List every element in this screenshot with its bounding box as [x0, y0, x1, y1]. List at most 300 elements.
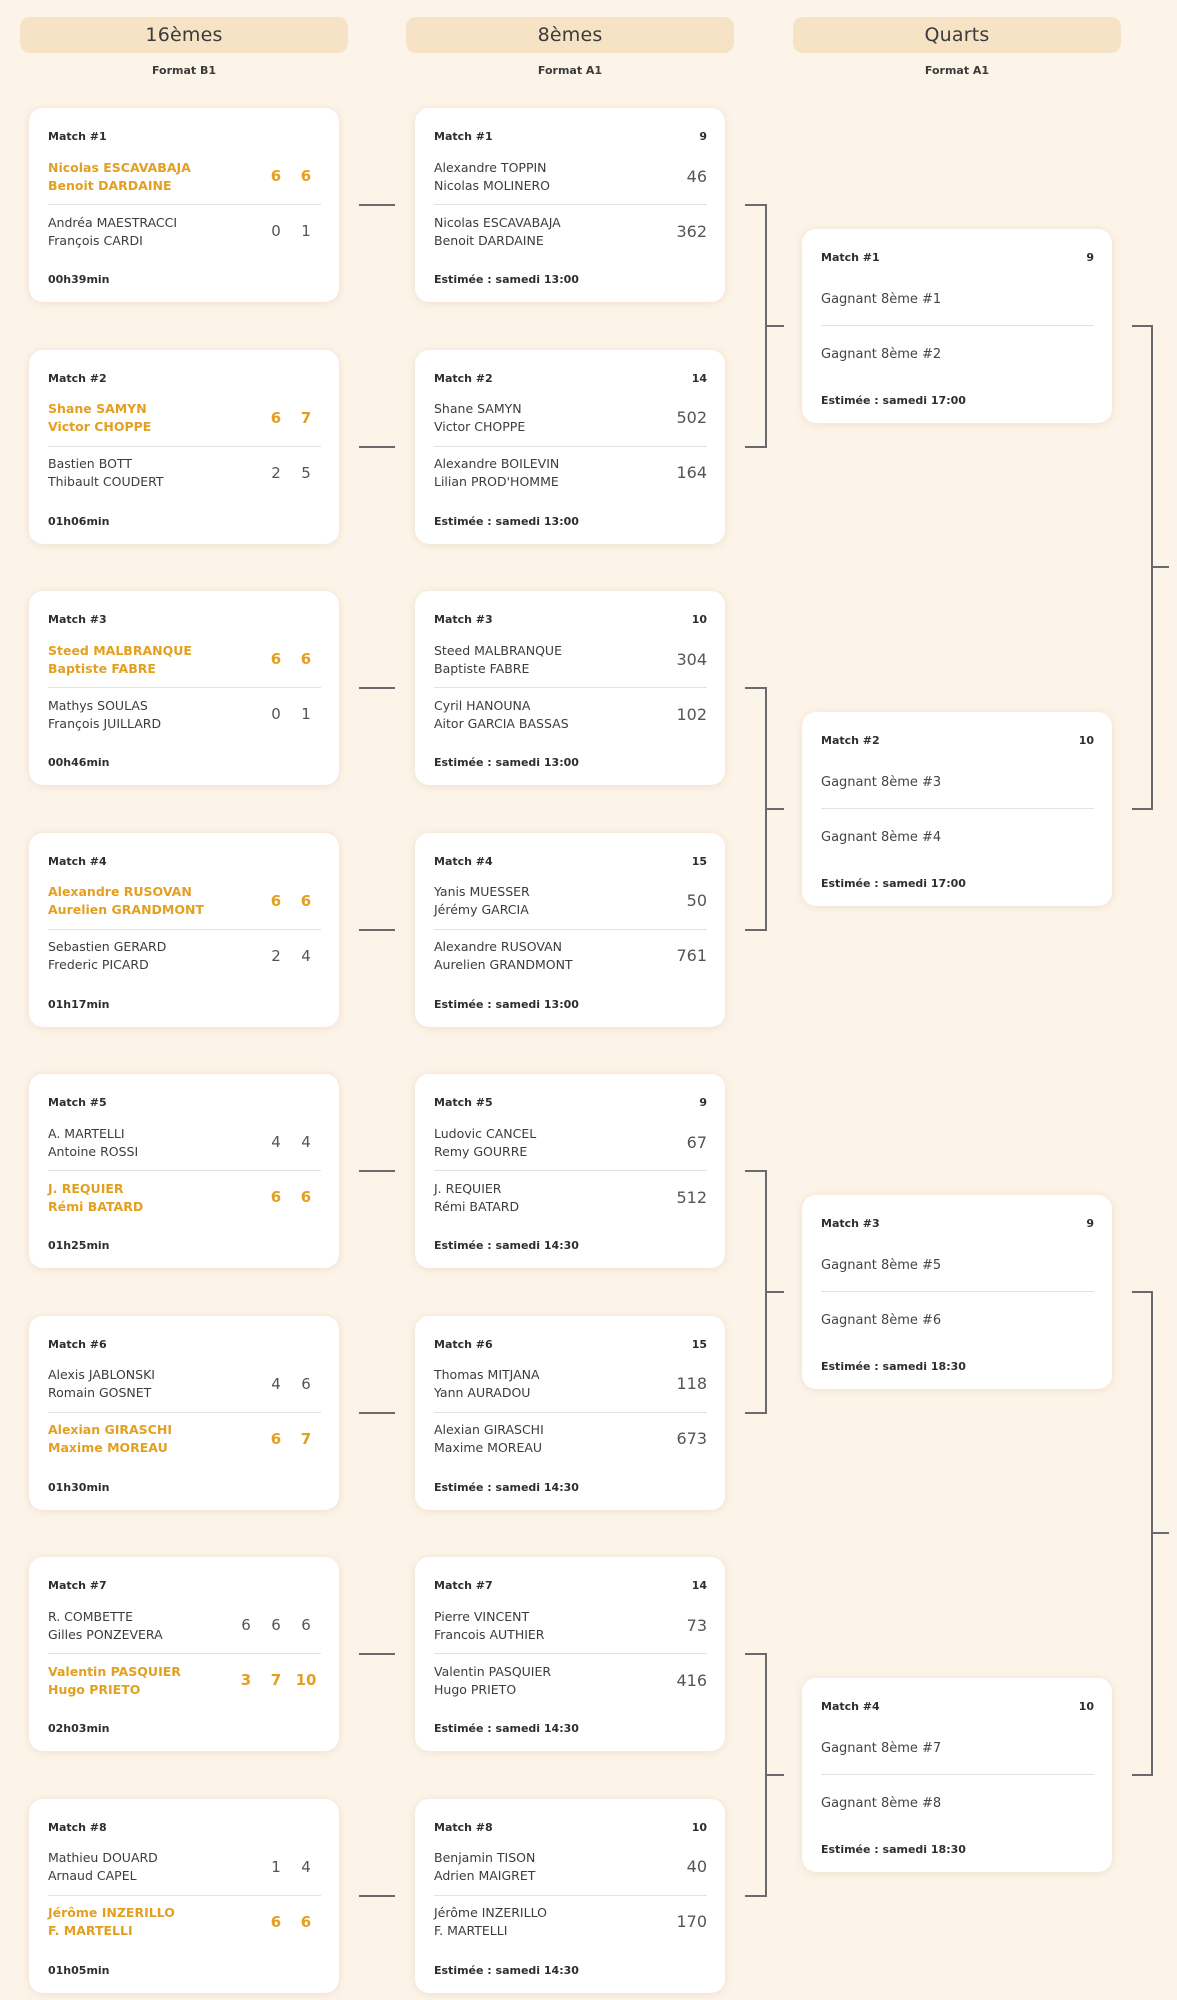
set-score: 6 — [270, 408, 282, 427]
player-name: Thibault COUDERT — [48, 474, 164, 489]
player-name: Nicolas MOLINERO — [434, 177, 551, 193]
team-names — [434, 697, 569, 732]
team-row — [434, 213, 707, 249]
player-name: Benoit DARDAINE — [48, 177, 172, 193]
team-names — [48, 455, 164, 490]
team-divider — [821, 1774, 1094, 1775]
winner-slot: Gagnant 8ème #3 — [821, 774, 942, 790]
match-card-quarts[interactable] — [802, 1678, 1112, 1872]
player-name: Valentin PASQUIER — [48, 1663, 181, 1679]
set-score: 0 — [271, 705, 281, 723]
team-divider — [434, 1895, 707, 1896]
team-names — [434, 1366, 540, 1401]
team-points — [676, 946, 707, 965]
player-name: Aurelien GRANDMONT — [434, 957, 573, 972]
set-scores — [261, 1430, 321, 1448]
player-name: Nicolas ESCAVABAJA — [48, 159, 191, 175]
column-header-8emes: 8èmes — [406, 17, 734, 53]
match-code: 10 — [691, 613, 707, 626]
set-score: 6 — [300, 1188, 312, 1206]
team-row — [434, 1662, 707, 1698]
match-card-16emes[interactable] — [29, 108, 339, 302]
set-score: 6 — [300, 891, 312, 910]
team-points — [676, 650, 707, 669]
team-names — [434, 1849, 535, 1884]
team-names — [434, 400, 525, 435]
player-name: Cyril HANOUNA — [434, 697, 531, 713]
team-points — [687, 1133, 707, 1152]
match-header — [48, 1096, 321, 1109]
team-points-value: 304 — [676, 649, 707, 669]
team-names — [48, 1663, 181, 1698]
team-divider — [48, 1170, 321, 1171]
team-points — [687, 891, 707, 910]
connector-16-8 — [359, 1653, 395, 1655]
winner-slot: Gagnant 8ème #6 — [821, 1312, 942, 1328]
player-name: Hugo PRIETO — [434, 1681, 517, 1697]
team-names — [48, 1180, 143, 1215]
team-row — [48, 213, 321, 249]
player-name: Romain GOSNET — [48, 1385, 152, 1400]
match-code: 15 — [691, 854, 707, 868]
player-name: Jérôme INZERILLO — [434, 1905, 547, 1920]
connector-16-8 — [359, 1895, 395, 1897]
team-points-value: 673 — [676, 1429, 707, 1448]
match-title: Match #2 — [48, 371, 107, 385]
team-row — [434, 1124, 707, 1160]
match-estimate: Estimée : samedi 13:00 — [434, 514, 579, 528]
set-scores — [261, 1913, 321, 1931]
match-duration: 02h03min — [48, 1722, 110, 1735]
match-duration: 01h06min — [48, 514, 110, 528]
connector-8-quarts-top — [745, 204, 766, 206]
player-name: François CARDI — [48, 232, 143, 248]
set-scores — [261, 409, 321, 427]
match-card-16emes[interactable] — [29, 1557, 339, 1751]
team-row — [434, 1849, 707, 1885]
match-estimate: Estimée : samedi 14:30 — [434, 1480, 579, 1494]
player-name: Aurelien GRANDMONT — [48, 902, 204, 917]
player-name: Mathieu DOUARD — [48, 1850, 158, 1865]
team-names — [434, 1180, 519, 1215]
set-score: 3 — [240, 1671, 252, 1689]
set-score: 1 — [271, 1857, 281, 1876]
match-card-8emes[interactable] — [415, 833, 725, 1027]
set-scores — [231, 1671, 321, 1689]
match-header — [821, 1700, 1094, 1713]
winner-slot: Gagnant 8ème #8 — [821, 1795, 942, 1811]
team-names — [48, 1421, 172, 1456]
match-estimate: Estimée : samedi 18:30 — [821, 1842, 966, 1856]
team-divider — [48, 446, 321, 447]
set-score: 7 — [270, 1671, 282, 1689]
match-card-quarts[interactable] — [802, 1195, 1112, 1389]
match-estimate: Estimée : samedi 18:30 — [821, 1359, 966, 1373]
match-header — [434, 1096, 707, 1109]
team-row — [48, 1607, 321, 1643]
team-row — [48, 1366, 321, 1402]
match-title: Match #1 — [434, 130, 493, 143]
player-name: Aitor GARCIA BASSAS — [434, 715, 569, 731]
connector-8-quarts-top — [745, 687, 766, 689]
connector-8-quarts-top — [745, 1653, 766, 1655]
match-header — [48, 613, 321, 626]
team-row — [48, 158, 321, 194]
player-name: Shane SAMYN — [434, 401, 522, 416]
team-points — [676, 1429, 707, 1448]
connector-16-8 — [359, 929, 395, 931]
match-title: Match #6 — [48, 1337, 107, 1351]
match-title: Match #3 — [434, 613, 493, 626]
set-scores — [261, 1858, 321, 1876]
player-name: Alexandre BOILEVIN — [434, 456, 560, 471]
team-points-value: 50 — [686, 891, 707, 910]
player-name: François JUILLARD — [48, 715, 162, 731]
match-code: 14 — [691, 371, 707, 385]
winner-slot: Gagnant 8ème #7 — [821, 1740, 942, 1756]
match-header — [434, 613, 707, 626]
set-score: 1 — [301, 222, 311, 240]
match-card-8emes[interactable] — [415, 1316, 725, 1510]
player-name: Remy GOURRE — [434, 1143, 528, 1159]
set-scores — [261, 1188, 321, 1206]
match-header — [48, 130, 321, 143]
team-points — [687, 167, 707, 186]
player-name: Valentin PASQUIER — [434, 1663, 552, 1679]
team-names — [48, 159, 191, 194]
player-name: Thomas MITJANA — [434, 1367, 540, 1382]
team-row — [434, 400, 707, 436]
match-card-16emes[interactable] — [29, 1799, 339, 1993]
player-name: Victor CHOPPE — [434, 419, 526, 434]
match-estimate: Estimée : samedi 17:00 — [821, 876, 966, 890]
team-points-value: 40 — [686, 1857, 707, 1876]
team-divider — [821, 808, 1094, 809]
match-duration: 00h39min — [48, 273, 110, 286]
match-card-8emes[interactable] — [415, 1799, 725, 1993]
team-row — [434, 938, 707, 974]
team-row — [48, 938, 321, 974]
match-title: Match #3 — [821, 1216, 880, 1230]
team-row — [434, 1421, 707, 1457]
player-name: F. MARTELLI — [434, 1923, 508, 1938]
team-points — [676, 1374, 707, 1393]
match-duration: 01h05min — [48, 1963, 110, 1977]
player-name: Alexian GIRASCHI — [434, 1422, 544, 1437]
team-row — [434, 1366, 707, 1402]
match-title: Match #3 — [48, 613, 107, 626]
player-name: Lilian PROD'HOMME — [434, 474, 559, 489]
player-name: Sebastien GERARD — [48, 939, 167, 954]
match-duration: 01h17min — [48, 997, 110, 1011]
match-title: Match #1 — [48, 130, 107, 143]
team-points-value: 761 — [676, 946, 707, 965]
player-name: Ludovic CANCEL — [434, 1125, 537, 1141]
match-card-16emes[interactable] — [29, 591, 339, 785]
player-name: Antoine ROSSI — [48, 1143, 139, 1159]
player-name: J. REQUIER — [434, 1180, 502, 1196]
team-names — [48, 1904, 175, 1939]
team-row — [434, 641, 707, 677]
team-points-value: 73 — [686, 1615, 707, 1635]
match-card-8emes[interactable] — [415, 591, 725, 785]
set-score: 2 — [271, 463, 281, 482]
set-scores — [261, 464, 321, 482]
team-points-value: 67 — [686, 1132, 707, 1152]
player-name: Alexandre RUSOVAN — [434, 939, 562, 954]
player-name: Jérémy GARCIA — [434, 902, 529, 917]
winner-slot: Gagnant 8ème #4 — [821, 829, 942, 845]
set-score: 4 — [301, 1857, 311, 1876]
player-name: Frederic PICARD — [48, 957, 149, 972]
set-score: 6 — [241, 1616, 251, 1634]
player-name: Alexandre RUSOVAN — [48, 884, 192, 899]
match-card-16emes[interactable] — [29, 350, 339, 544]
set-score: 6 — [301, 1374, 311, 1393]
match-header — [434, 372, 707, 385]
team-names — [434, 1663, 551, 1698]
connector-8-quarts-bottom — [745, 929, 766, 931]
match-estimate: Estimée : samedi 14:30 — [434, 1963, 579, 1977]
team-divider — [434, 1412, 707, 1413]
player-name: Alexandre TOPPIN — [434, 159, 547, 175]
match-title: Match #8 — [434, 1820, 493, 1834]
team-row — [434, 1607, 707, 1643]
team-divider — [48, 1895, 321, 1896]
player-name: A. MARTELLI — [48, 1125, 125, 1141]
match-duration: 01h25min — [48, 1239, 110, 1252]
team-names — [48, 400, 151, 435]
set-score: 6 — [270, 650, 282, 668]
set-score: 6 — [301, 1616, 311, 1634]
match-estimate: Estimée : samedi 13:00 — [434, 273, 579, 286]
team-points-value: 118 — [676, 1374, 707, 1393]
team-points — [676, 1912, 707, 1931]
team-names — [434, 883, 530, 918]
match-card-8emes[interactable] — [415, 1557, 725, 1751]
team-names — [434, 455, 559, 490]
connector-8-quarts-stub — [765, 1774, 784, 1776]
player-name: J. REQUIER — [48, 1180, 124, 1196]
set-scores — [261, 947, 321, 965]
team-names — [434, 642, 562, 677]
connector-8-quarts-stub — [765, 808, 784, 810]
team-names — [48, 1849, 158, 1884]
match-code: 10 — [691, 1820, 707, 1834]
set-score: 4 — [301, 1133, 311, 1151]
team-row — [48, 1124, 321, 1160]
team-row — [434, 696, 707, 732]
player-name: Pierre VINCENT — [434, 1608, 530, 1624]
match-card-16emes[interactable] — [29, 1316, 339, 1510]
match-header — [434, 1821, 707, 1834]
match-code: 15 — [691, 1337, 707, 1351]
set-score: 10 — [295, 1671, 317, 1689]
team-names — [48, 1366, 155, 1401]
set-scores — [261, 650, 321, 668]
set-score: 6 — [270, 891, 282, 910]
match-header — [48, 855, 321, 868]
match-title: Match #4 — [48, 854, 107, 868]
team-row — [48, 1904, 321, 1940]
team-points — [687, 1616, 707, 1635]
team-points-value: 46 — [686, 166, 707, 186]
team-row — [48, 1179, 321, 1215]
player-name: Bastien BOTT — [48, 456, 132, 471]
match-card-16emes[interactable] — [29, 1074, 339, 1268]
set-score: 0 — [271, 222, 281, 240]
player-name: Yann AURADOU — [434, 1385, 531, 1400]
set-score: 6 — [300, 1912, 312, 1931]
team-row — [48, 1849, 321, 1885]
team-points — [676, 1188, 707, 1207]
player-name: Benjamin TISON — [434, 1850, 536, 1865]
column-format-16emes: Format B1 — [151, 64, 217, 77]
player-name: Maxime MOREAU — [48, 1440, 168, 1455]
player-name: Arnaud CAPEL — [48, 1868, 137, 1883]
set-scores — [261, 892, 321, 910]
match-estimate: Estimée : samedi 14:30 — [434, 1722, 579, 1735]
match-code: 10 — [1078, 733, 1094, 747]
connector-8-quarts-bottom — [745, 446, 766, 448]
connector-16-8 — [359, 1170, 395, 1172]
team-names — [48, 1608, 163, 1643]
set-scores — [261, 1133, 321, 1151]
team-divider — [434, 687, 707, 688]
team-names — [434, 1125, 536, 1160]
connector-quarts-semis-bottom — [1132, 1774, 1152, 1776]
player-name: Mathys SOULAS — [48, 697, 148, 713]
set-scores — [261, 705, 321, 723]
team-divider — [434, 1653, 707, 1654]
match-header — [48, 372, 321, 385]
match-duration: 01h30min — [48, 1480, 110, 1494]
match-title: Match #8 — [48, 1820, 107, 1834]
player-name: Steed MALBRANQUE — [48, 642, 192, 658]
team-points-value: 102 — [676, 704, 707, 724]
player-name: Rémi BATARD — [434, 1198, 520, 1214]
set-score: 6 — [270, 1188, 282, 1206]
match-title: Match #4 — [434, 854, 493, 868]
team-row — [48, 1662, 321, 1698]
player-name: F. MARTELLI — [48, 1923, 133, 1938]
match-header — [48, 1579, 321, 1592]
team-row — [48, 696, 321, 732]
match-header — [434, 1338, 707, 1351]
player-name: Gilles PONZEVERA — [48, 1626, 163, 1642]
winner-slot: Gagnant 8ème #5 — [821, 1257, 942, 1273]
connector-quarts-semis-top — [1132, 325, 1152, 327]
team-divider — [48, 1653, 321, 1654]
set-score: 4 — [301, 946, 311, 965]
team-names — [48, 1125, 138, 1160]
team-divider — [821, 325, 1094, 326]
player-name: Baptiste FABRE — [434, 660, 530, 676]
match-code: 10 — [1078, 1699, 1094, 1713]
match-code: 9 — [699, 1096, 707, 1109]
team-divider — [48, 1412, 321, 1413]
player-name: Rémi BATARD — [48, 1198, 144, 1214]
set-scores — [261, 1375, 321, 1393]
set-score: 5 — [301, 463, 311, 482]
match-estimate: Estimée : samedi 14:30 — [434, 1239, 579, 1252]
team-names — [434, 1421, 544, 1456]
connector-16-8 — [359, 1412, 395, 1414]
connector-16-8 — [359, 446, 395, 448]
set-scores — [261, 167, 321, 185]
player-name: Adrien MAIGRET — [434, 1868, 536, 1883]
match-title: Match #5 — [434, 1096, 493, 1109]
set-score: 6 — [270, 1912, 282, 1931]
match-card-16emes[interactable] — [29, 833, 339, 1027]
set-score: 4 — [271, 1374, 281, 1393]
team-points — [676, 222, 707, 241]
team-names — [48, 883, 204, 918]
team-names — [434, 159, 550, 194]
team-divider — [821, 1291, 1094, 1292]
match-header — [821, 251, 1094, 264]
player-name: Baptiste FABRE — [48, 660, 156, 676]
match-title: Match #7 — [434, 1579, 493, 1592]
match-code: 9 — [699, 130, 707, 143]
match-card-8emes[interactable] — [415, 1074, 725, 1268]
set-scores — [231, 1616, 321, 1634]
player-name: Nicolas ESCAVABAJA — [434, 214, 561, 230]
set-score: 6 — [300, 650, 312, 668]
player-name: Andréa MAESTRACCI — [48, 214, 178, 230]
connector-8-quarts-bottom — [745, 1895, 766, 1897]
match-title: Match #2 — [434, 371, 493, 385]
set-score: 6 — [300, 167, 312, 185]
team-row — [48, 455, 321, 491]
team-divider — [434, 929, 707, 930]
team-divider — [434, 1170, 707, 1171]
match-header — [821, 734, 1094, 747]
team-names — [434, 214, 561, 249]
player-name: R. COMBETTE — [48, 1608, 133, 1624]
column-format-quarts: Format A1 — [924, 64, 990, 77]
team-row — [48, 1421, 321, 1457]
match-header — [434, 855, 707, 868]
match-card-quarts[interactable] — [802, 712, 1112, 906]
match-title: Match #1 — [821, 250, 880, 264]
set-score: 1 — [301, 705, 311, 723]
match-code: 9 — [1086, 250, 1094, 264]
team-points — [676, 1671, 707, 1690]
team-names — [434, 1608, 545, 1643]
team-names — [434, 1904, 547, 1939]
match-card-8emes[interactable] — [415, 350, 725, 544]
connector-quarts-semis-stub — [1151, 566, 1169, 568]
connector-quarts-semis-stub — [1151, 1532, 1169, 1534]
team-points — [676, 705, 707, 724]
team-row — [434, 158, 707, 194]
match-header — [48, 1821, 321, 1834]
match-card-quarts[interactable] — [802, 229, 1112, 423]
team-divider — [48, 687, 321, 688]
team-names — [434, 938, 573, 973]
player-name: Benoit DARDAINE — [434, 232, 544, 248]
team-names — [48, 938, 166, 973]
set-score: 6 — [271, 1616, 281, 1634]
team-names — [48, 214, 177, 249]
match-card-8emes[interactable] — [415, 108, 725, 302]
set-scores — [261, 222, 321, 240]
match-header — [434, 1579, 707, 1592]
match-title: Match #7 — [48, 1579, 107, 1592]
player-name: Maxime MOREAU — [434, 1440, 543, 1455]
team-divider — [434, 446, 707, 447]
